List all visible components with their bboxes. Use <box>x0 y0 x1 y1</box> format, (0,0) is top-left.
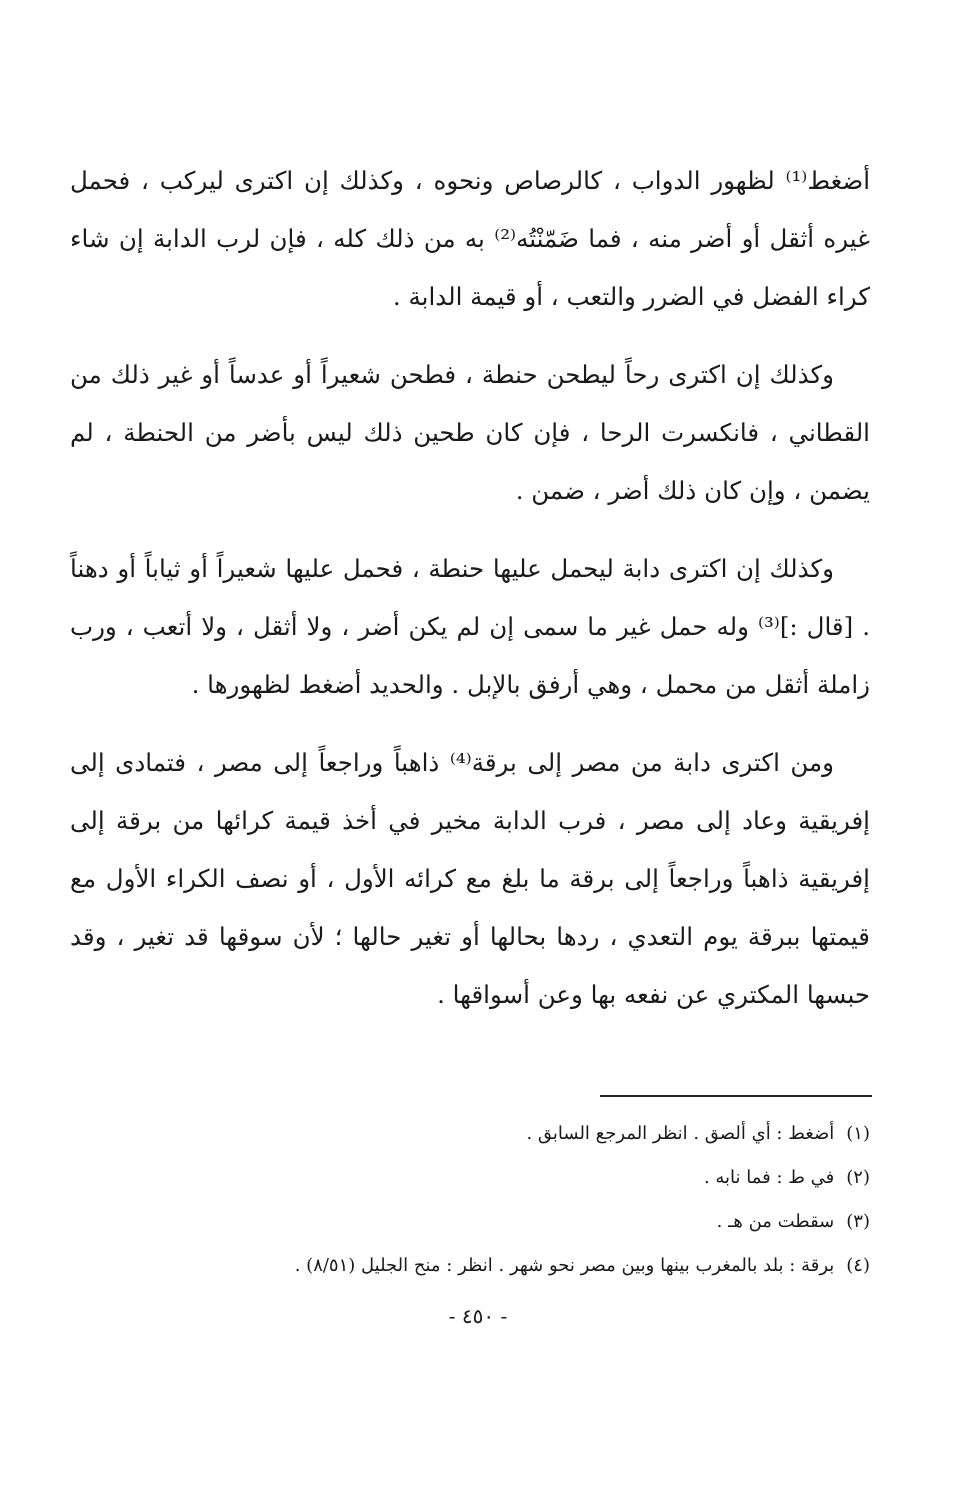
footnote-text: أضغط : أي ألصق . انظر المرجع السابق . <box>526 1123 835 1144</box>
footnote-1 <box>70 1112 870 1156</box>
footnote-number: (١) <box>846 1123 870 1144</box>
footnote-4 <box>70 1244 870 1288</box>
paragraph-1: أضغط⁽¹⁾ لظهور الدواب ، كالرصاص ونحوه ، وكذلك إن اكترى ليركب ، فحمل غيره أثقل أو أضر منه ، فما ضَمّنْتُه⁽²⁾ به من ذلك كله ، فإن لرب الدابة إن شاء كراء الفضل في الضرر والتعب ، أو قيمة الدابة . <box>70 166 870 311</box>
paragraph-4: ومن اكترى دابة من مصر إلى برقة⁽⁴⁾ ذاهباً وراجعاً إلى مصر ، فتمادى إلى إفريقية وعاد إلى مصر ، فرب الدابة مخير في أخذ قيمة كرائها من برقة إلى إفريقية ذاهباً وراجعاً إلى برقة ما بلغ مع كرائه الأول ، أو نصف الكراء الأول مع قيمتها ببرقة يوم التعدي ، ردها بحالها أو تغير حالها ؛ لأن سوقها قد تغير ، وقد حبسها المكتري عن نفعه بها وعن أسواقها . <box>70 748 870 1009</box>
footnote-text: في ط : فما نابه . <box>703 1167 835 1188</box>
footnote-number: (٤) <box>846 1255 870 1276</box>
footnote-divider <box>600 1095 872 1097</box>
footnote-3 <box>70 1200 870 1244</box>
footnote-text: سقطت من هـ . <box>716 1211 835 1232</box>
footnote-2 <box>70 1156 870 1200</box>
footnote-number: (٣) <box>846 1211 870 1232</box>
paragraph-3: وكذلك إن اكترى دابة ليحمل عليها حنطة ، فحمل عليها شعيراً أو ثياباً أو دهناً . [قال :]⁽³⁾ وله حمل غير ما سمى إن لم يكن أضر ، ولا أثقل ، ولا أتعب ، ورب زاملة أثقل من محمل ، وهي أرفق بالإبل . والحديد أضغط لظهورها . <box>70 554 870 699</box>
footnote-text: برقة : بلد بالمغرب بينها وبين مصر نحو شهر . انظر : منح الجليل (٨/٥١) . <box>294 1255 835 1276</box>
paragraph-2: وكذلك إن اكترى رحاً ليطحن حنطة ، فطحن شعيراً أو عدساً أو غير ذلك من القطاني ، فانكسرت الرحا ، فإن كان طحين ذلك ليس بأضر من الحنطة ، لم يضمن ، وإن كان ذلك أضر ، ضمن . <box>70 360 870 505</box>
page-number: - ٤٥٠ - <box>448 1304 508 1328</box>
footnote-number: (٢) <box>846 1167 870 1188</box>
main-text <box>70 152 870 1044</box>
footnotes <box>70 1112 870 1288</box>
